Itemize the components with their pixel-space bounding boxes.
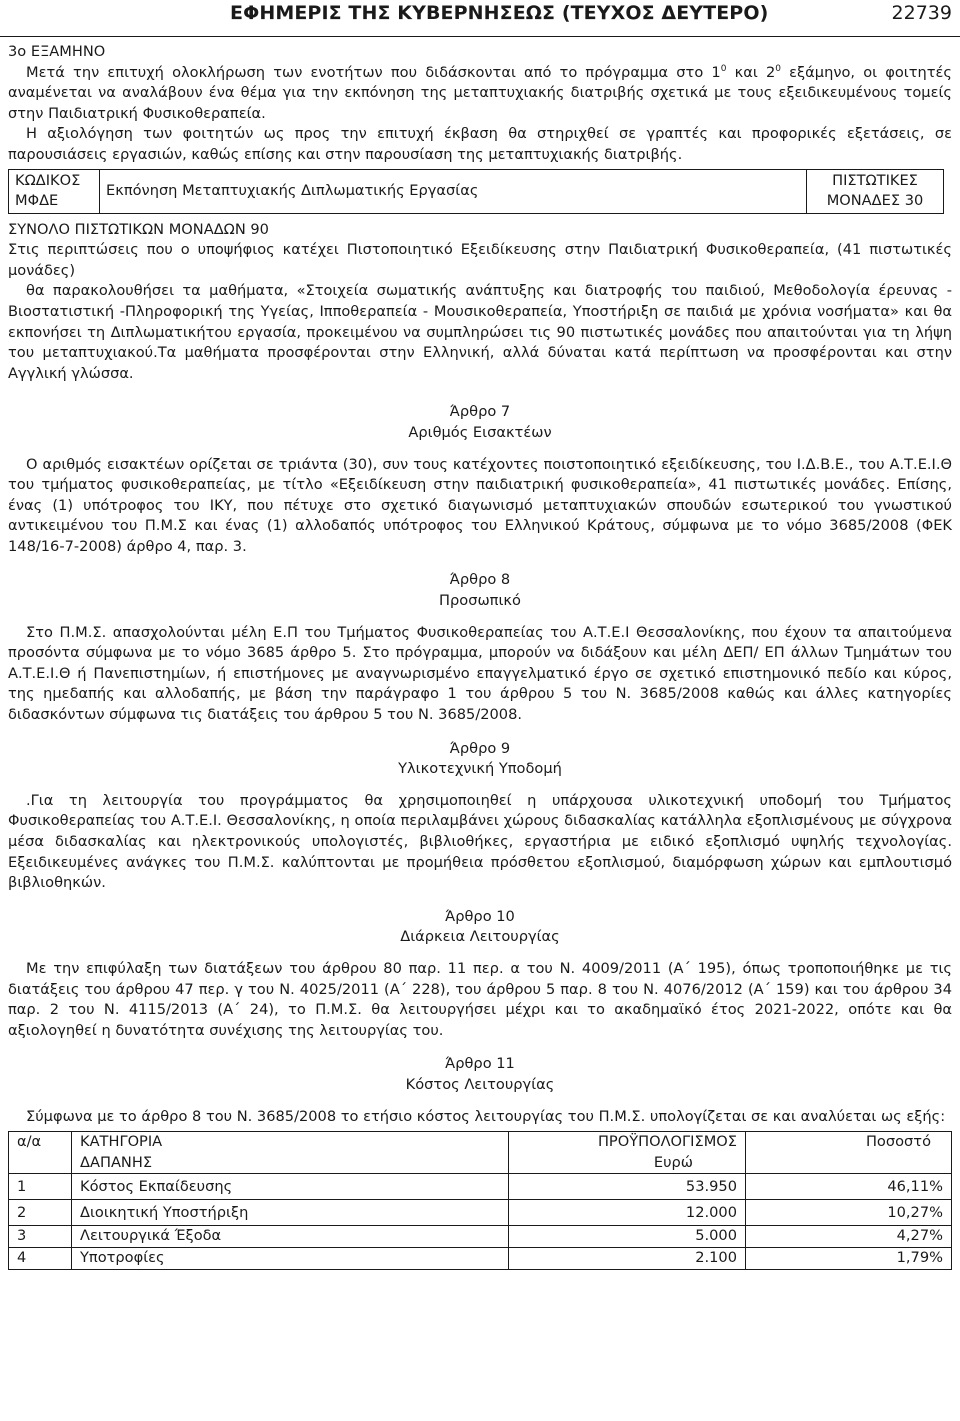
article-8-text: Στο Π.Μ.Σ. απασχολούνται μέλη Ε.Π του Τμήματος Φυσικοθεραπείας του Α.Τ.Ε.Ι Θεσσαλονίκης, που έχουν τα απαιτούμενα προσόντα σύμφωνα με το νόμο 3685 άρθρο 5. Στο πρόγραμμα, μπορούν να διδάξουν και μέλη ΔΕΠ/ ΕΠ άλλων Τμημάτων του Α.Τ.Ε.Ι.Θ ή Πανεπιστημίων, ή επιστήμονες με αναγνωρισμένο επαγγελματικό έργο σε σχετικό επιστημονικό πεδίο και κύρος, της ημεδαπής και αλλοδαπής, με βάση την παράγραφο 1 του άρθρου 5 του Ν. 3685/2008 καθώς και άλλες κατηγορίες διδασκόντων σύμφωνα τις διατάξεις του άρθρου 5 του Ν. 3685/2008. bbox=[8, 623, 952, 724]
article-9-number: Άρθρο 9 bbox=[449, 739, 511, 757]
article-7-number: Άρθρο 7 bbox=[449, 403, 511, 421]
article-10-title: Διάρκεια Λειτουργίας bbox=[400, 928, 560, 946]
article-11-text: Σύμφωνα με το άρθρο 8 του Ν. 3685/2008 το ετήσιο κόστος λειτουργίας του Π.Μ.Σ. υπολογίζεται σε και αναλύεται ως εξής: bbox=[26, 1107, 946, 1125]
course-title: Εκπόνηση Μεταπτυχιακής Διπλωματικής Εργασίας bbox=[100, 169, 807, 213]
table-row: 2 Διοικητική Υποστήριξη 12.000 10,27% bbox=[9, 1200, 952, 1226]
article-11-number: Άρθρο 11 bbox=[445, 1055, 515, 1073]
semester-paragraph-1: Μετά την επιτυχή ολοκλήρωση των ενοτήτων που διδάσκονται από το πρόγραμμα στο $1^0$ και $2^0$ εξάμηνο, οι φοιτητές αναμένεται να αναλάβουν ένα θέμα για την εκπόνηση της μεταπτυχιακής διατριβής σχετικά με τους εξειδικευμένους τομείς στην Παιδιατρική Φυσικοθεραπεία. bbox=[8, 63, 953, 122]
article-7-title: Αριθμός Εισακτέων bbox=[408, 423, 552, 441]
article-9-text: .Για τη λειτουργία του προγράμματος θα χρησιμοποιηθεί η υπάρχουσα υλικοτεχνική υποδομή του Τμήματος Φυσικοθεραπείας του Α.Τ.Ε.Ι. Θεσσαλονίκης, η οποία περιλαμβάνει χώρους διδασκαλίας κατάλληλα εξοπλισμένους με σύγχρονα μέσα διδασκαλίας και ηλεκτρονικούς υπολογιστές, βιβλιοθήκες, εργαστήρια με ειδικό εξοπλισμό υψηλής τεχνολογίας. Εξειδικευμένες ανάγκες του Π.Μ.Σ. καλύπτονται με προμήθεια πρόσθετου εξοπλισμού, διαμόρφωση χώρων και εμπλουτισμό βιβλιοθηκών. bbox=[8, 791, 952, 892]
course-code-header: ΚΩΔΙΚΟΣ ΜΦΔΕ bbox=[9, 169, 100, 213]
article-7-text: Ο αριθμός εισακτέων ορίζεται σε τριάντα (30), συν τους κατέχοντες ποιστοποιητικό εξειδίκευσης, του Ι.Δ.Β.Ε., του Α.Τ.Ε.Ι.Θ του τμήματος φυσικοθεραπείας, με τίτλο «Εξειδίκευση στην παιδιατρική φυσικοθεραπεία», 41 πιστωτικές μονάδες. Επίσης, ένας (1) υπότροφος του ΙΚΥ, που πέτυχε στο σχετικό διαγωνισμό μεταπτυχιακών σπουδών εσωτερικού του γνωστικού αντικειμένου του Π.Μ.Σ και ένας (1) αλλοδαπός υπότροφος του Ελληνικού Κράτους, σύμφωνα με το νόμο 3685/2008 (ΦΕΚ 148/16-7-2008) άρθρο 4, παρ. 3. bbox=[8, 455, 952, 555]
table-row: 4 Υποτροφίες 2.100 1,79% bbox=[9, 1247, 952, 1269]
article-10-text: Με την επιφύλαξη των διατάξεων του άρθρου 80 παρ. 11 περ. α του Ν. 4009/2011 (Α΄ 195), όπως τροποποιήθηκε με τις διατάξεις του άρθρου 47 περ. γ του Ν. 4025/2011 (Α΄ 228), του άρθρου 5 παρ. 8 του Ν. 4076/2012 (Α΄ 159) και του άρθρου 34 παρ. 2 του Ν. 4115/2013 (Α΄ 24), το Π.Μ.Σ. θα λειτουργήσει μέχρι και το ακαδημαϊκό έτος 2021-2022, οπότε και θα αξιολογηθεί η δυνατότητα συνέχισης της λειτουργίας του. bbox=[8, 959, 952, 1039]
semester-paragraph-3: Στις περιπτώσεις που ο υποψήφιος κατέχει Πιστοποιητικό Εξειδίκευσης στην Παιδιατρική Φυσικοθεραπεία, (41 πιστωτικές μονάδες) bbox=[8, 241, 952, 279]
table-row: 3 Λειτουργικά Έξοδα 5.000 4,27% bbox=[9, 1226, 952, 1248]
header-percent: Ποσοστό bbox=[746, 1132, 952, 1174]
total-credits: ΣΥΝΟΛΟ ΠΙΣΤΩΤΙΚΩΝ ΜΟΝΑΔΩΝ 90 bbox=[8, 220, 269, 238]
table-row: 1 Κόστος Εκπαίδευσης 53.950 46,11% bbox=[9, 1174, 952, 1200]
semester-heading: 3ο ΕΞΑΜΗΝΟ bbox=[8, 43, 106, 60]
article-9-title: Υλικοτεχνική Υποδομή bbox=[398, 760, 562, 778]
document-body bbox=[8, 42, 952, 1270]
article-8-number: Άρθρο 8 bbox=[449, 571, 511, 589]
article-8-title: Προσωπικό bbox=[439, 592, 521, 610]
article-10-number: Άρθρο 10 bbox=[445, 907, 515, 925]
header-budget: ΠΡΟΫΠΟΛΟΓΙΣΜΟΣ Ευρώ bbox=[509, 1132, 746, 1174]
gazette-title: ΕΦΗΜΕΡΙΣ ΤΗΣ ΚΥΒΕΡΝΗΣΕΩΣ (ΤΕΥΧΟΣ ΔΕΥΤΕΡΟ) bbox=[230, 2, 769, 24]
page-header bbox=[0, 0, 960, 37]
thesis-course-table bbox=[8, 169, 944, 214]
course-credits: ΠΙΣΤΩΤΙΚΕΣ ΜΟΝΑΔΕΣ 30 bbox=[807, 169, 944, 213]
header-no: α/α bbox=[9, 1132, 72, 1174]
semester-paragraph-2: Η αξιολόγηση των φοιτητών ως προς την επιτυχή έκβαση θα στηριχθεί σε γραπτές και προφορικές εξετάσεις, σε παρουσιάσεις εργασιών, καθώς επίσης και στην παρουσίαση της μεταπτυχιακής διατριβής. bbox=[8, 125, 952, 163]
header-category: ΚΑΤΗΓΟΡΙΑ ΔΑΠΑΝΗΣ bbox=[72, 1132, 509, 1174]
cost-table-header bbox=[9, 1132, 952, 1174]
semester-paragraph-4: θα παρακολουθήσει τα μαθήματα, «Στοιχεία σωματικής ανάπτυξης και διατροφής του παιδιού, Μεθοδολογία έρευνας - Βιοστατιστική -Πληροφορική της Υγείας, Ιπποθεραπεία - Μουσικοθεραπεία, Υποστήριξη σε παιδιά με χρόνια νοσήματα» και θα εκπονήσει τη Διπλωματικήτου εργασία, προκειμένου να συμπληρώσει τις 90 πιστωτικές μονάδες που απαιτούνται για τη λήψη του μεταπτυχιακού.Τα μαθήματα προσφέρονται στην Ελληνική, αλλά δύναται κατά περίπτωση να προσφέρονται και στην Αγγλική γλώσσα. bbox=[8, 282, 952, 382]
article-11-title: Κόστος Λειτουργίας bbox=[405, 1075, 555, 1093]
cost-table bbox=[8, 1131, 952, 1269]
page-number: 22739 bbox=[891, 2, 952, 24]
